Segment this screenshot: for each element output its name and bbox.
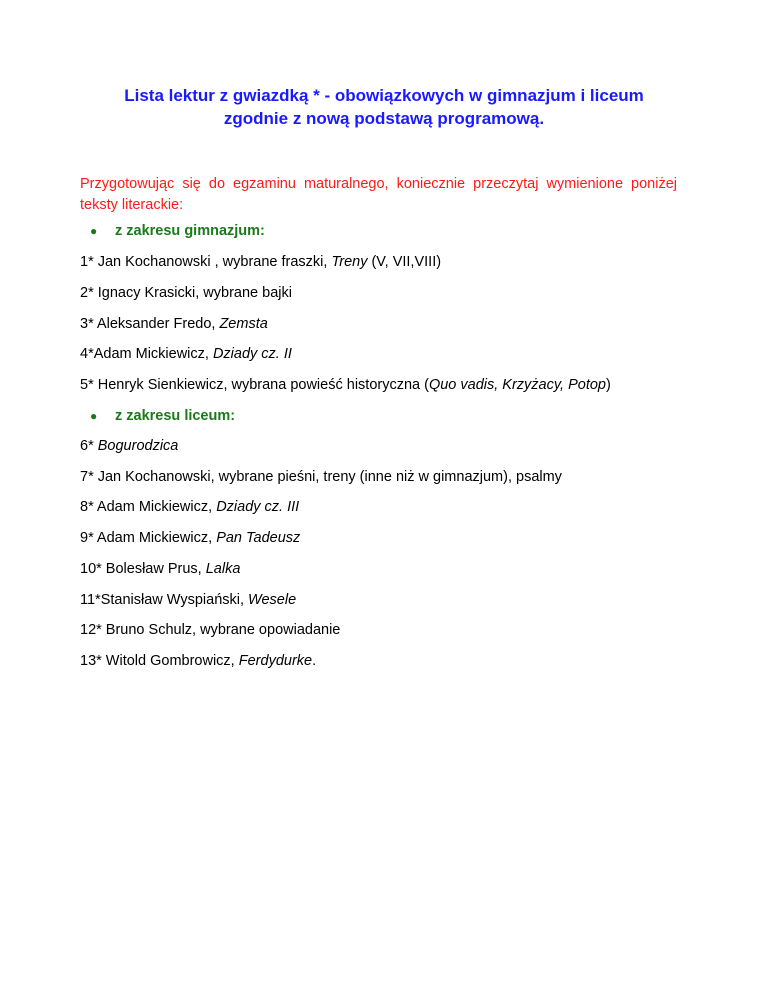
title-line-2: zgodnie z nową podstawą programową. [223,109,545,128]
list-item: 2* Ignacy Krasicki, wybrane bajki [80,285,292,301]
list-item: 3* Aleksander Fredo, Zemsta [80,316,268,332]
list-item: 12* Bruno Schulz, wybrane opowiadanie [80,622,341,638]
document-title [80,84,688,130]
intro-paragraph: Przygotowując się do egzaminu maturalnego, koniecznie przeczytaj wymienione poniżej teksty literackie: [80,176,677,213]
section-heading-liceum [90,407,236,425]
list-item: 6* Bogurodzica [80,438,179,454]
list-item: 11*Stanisław Wyspiański, Wesele [80,592,297,608]
list-item: 4*Adam Mickiewicz, Dziady cz. II [80,346,292,362]
list-item: 9* Adam Mickiewicz, Pan Tadeusz [80,530,301,546]
list-item: 1* Jan Kochanowski , wybrane fraszki, Treny (V, VII,VIII) [80,254,442,270]
list-item: 7* Jan Kochanowski, wybrane pieśni, treny (inne niż w gimnazjum), psalmy [80,469,562,485]
list-item: 10* Bolesław Prus, Lalka [80,561,241,577]
bullet-icon: ● [90,409,98,423]
bullet-icon: ● [90,224,98,238]
section-heading-label: z zakresu gimnazjum: [115,223,265,239]
list-item: 8* Adam Mickiewicz, Dziady cz. III [80,499,300,515]
list-item: 13* Witold Gombrowicz, Ferdydurke. [80,653,317,669]
title-line-1: Lista lektur z gwiazdką * - obowiązkowych w gimnazjum i liceum [124,86,644,105]
list-item: 5* Henryk Sienkiewicz, wybrana powieść historyczna (Quo vadis, Krzyżacy, Potop) [80,377,611,393]
section-heading-gimnazjum [90,222,265,240]
section-heading-label: z zakresu liceum: [115,408,236,424]
